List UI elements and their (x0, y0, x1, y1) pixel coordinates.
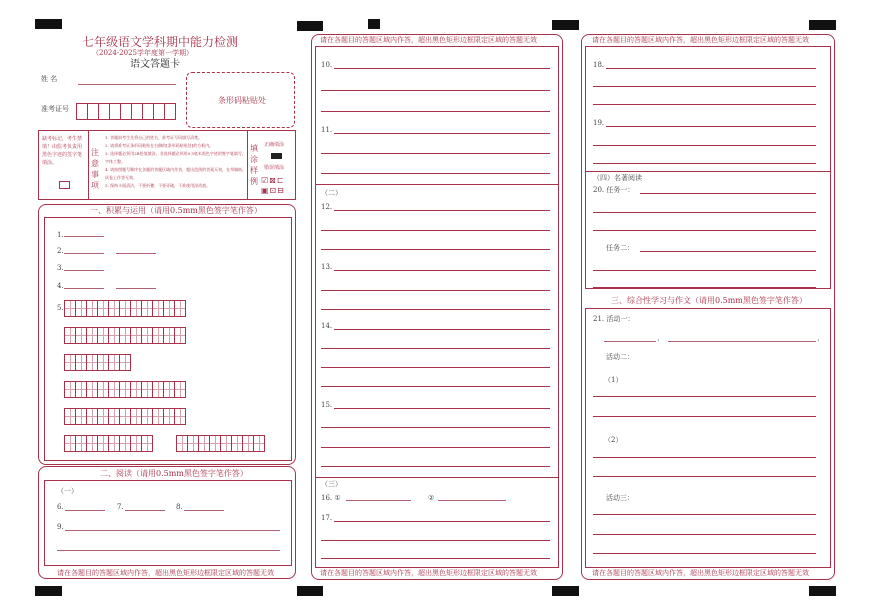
act3-label: 活动三： (606, 494, 634, 502)
q15-answer-line[interactable] (321, 466, 550, 467)
q5-label: 5. (57, 304, 64, 312)
q4-answer-line[interactable] (116, 288, 156, 289)
section1-title: 一、积累与运用（请用0.5mm黑色签字笔作答） (90, 206, 262, 215)
task2-answer-line[interactable] (593, 270, 816, 271)
timing-mark (368, 19, 380, 29)
q9-answer-line[interactable] (57, 550, 280, 551)
q7-label: 7. (117, 503, 124, 511)
q16b-label: ② (428, 494, 435, 502)
absent-note: 缺考标记，考生禁填！由监考负责用黑色字迹的签字笔填涂。 (42, 136, 83, 166)
q14-answer-line[interactable] (334, 329, 550, 330)
barcode-label: 条形码粘贴处 (218, 96, 266, 105)
attention-label: 注意事项 (91, 148, 99, 190)
q20-answer-line[interactable] (593, 230, 816, 231)
note-item: 4. 请按照题号顺序在各题的答题区域内作答，超出范围的答案无效，在草稿纸、试卷上作答无效。 (105, 167, 247, 180)
q15-label: 15. (321, 401, 333, 409)
act3-answer-line[interactable] (593, 514, 816, 515)
act3-answer-line[interactable] (593, 553, 816, 554)
part-divider (585, 171, 831, 172)
note-item: 2. 请将准考证条形码粘贴在右侧的[条形码粘贴处]的方框内。 (105, 143, 214, 148)
q10-answer-line[interactable] (334, 68, 550, 69)
comma-sep: ， (657, 334, 664, 342)
q19-answer-line[interactable] (593, 145, 816, 146)
act1-answer-line[interactable] (668, 341, 816, 342)
writing-grid-row[interactable] (64, 435, 152, 452)
q2-answer-line[interactable] (116, 253, 156, 254)
writing-grid-row[interactable] (64, 300, 185, 317)
header-notice: 请在各题目的答题区域内作答，超出黑色矩形边框限定区域的答题无效 (320, 36, 537, 44)
q17-label: 17. (321, 514, 333, 522)
card-title: 语文答题卡 (130, 59, 180, 70)
q10-label: 10. (321, 61, 333, 69)
sub1-answer-line[interactable] (593, 396, 816, 397)
note-item: 5. 保持卡面清洁，不要折叠、不要弄破，不准使用涂改液。 (105, 183, 211, 188)
q6-label: 6. (57, 503, 64, 511)
column2-inner (315, 46, 559, 568)
part1-label: （一） (57, 487, 78, 495)
writing-grid-row[interactable] (64, 354, 130, 371)
q14-answer-line[interactable] (321, 348, 550, 349)
q14-answer-line[interactable] (321, 367, 550, 368)
timing-mark (35, 19, 62, 29)
act2-label: 活动二： (606, 353, 634, 361)
q2-answer-line[interactable] (64, 253, 104, 254)
timing-mark (809, 20, 836, 30)
task2-answer-line[interactable] (640, 251, 816, 252)
note-item: 3. 选择题必须用2B铅笔填涂，非选择题必须用0.5毫米黑色字迹的签字笔填写，字体工整。 (105, 151, 246, 164)
column3-inner-top (585, 46, 831, 289)
q19-answer-line[interactable] (606, 126, 816, 127)
notes-divider (88, 130, 89, 200)
name-label: 姓 名 (41, 75, 58, 83)
q11-answer-line[interactable] (334, 133, 550, 134)
name-field[interactable] (78, 84, 176, 85)
section2-inner (44, 480, 292, 566)
part-divider (315, 477, 559, 478)
sub2-label: （2） (604, 436, 623, 444)
section3-title: 三、综合性学习与作文（请用0.5mm黑色签字笔作答） (611, 296, 807, 305)
footer-notice: 请在各题目的答题区域内作答，超出黑色矩形边框限定区域的答题无效 (592, 569, 809, 577)
q2-label: 2. (57, 247, 64, 255)
q8-answer-line[interactable] (184, 510, 224, 511)
q1-answer-line[interactable] (64, 236, 104, 237)
wrong-fill-label: 错误填涂 (264, 165, 285, 171)
sub2-answer-line[interactable] (593, 457, 816, 458)
wrong-fill-samples: ▣⊡⊟ (261, 186, 285, 195)
q9-label: 9. (57, 523, 64, 531)
timing-mark (297, 21, 323, 31)
q12-answer-line[interactable] (321, 230, 550, 231)
q4-answer-line[interactable] (64, 288, 104, 289)
q17-answer-line[interactable] (334, 521, 550, 522)
sub1-label: （1） (604, 376, 623, 384)
timing-mark (552, 586, 579, 596)
absent-fill-box[interactable] (59, 181, 70, 189)
notes-list (105, 134, 247, 190)
q13-answer-line[interactable] (334, 270, 550, 271)
wrong-fill-samples: ☑⊠⊏ (261, 176, 285, 185)
correct-fill-sample (271, 153, 282, 159)
exam-subtitle: （2024-2025学年度第一学期） (92, 49, 193, 57)
sub1-answer-line[interactable] (593, 416, 816, 417)
writing-grid-row[interactable] (64, 327, 185, 344)
q15-answer-line[interactable] (321, 427, 550, 428)
writing-grid-row[interactable] (64, 381, 185, 398)
timing-mark (35, 586, 62, 596)
q20-answer-line[interactable] (640, 193, 816, 194)
q13-answer-line[interactable] (321, 290, 550, 291)
exam-no-boxes[interactable] (76, 103, 175, 120)
header-notice: 请在各题目的答题区域内作答，超出黑色矩形边框限定区域的答题无效 (592, 36, 809, 44)
q12-answer-line[interactable] (321, 249, 550, 250)
comma-sep: ， (817, 334, 824, 342)
q17-answer-line[interactable] (321, 558, 550, 559)
q18-answer-line[interactable] (593, 86, 816, 87)
q17-answer-line[interactable] (321, 540, 550, 541)
fill-example-label: 填涂样例 (250, 144, 258, 186)
q16-answer-line[interactable] (346, 500, 411, 501)
q12-answer-line[interactable] (334, 210, 550, 211)
notes-divider (247, 130, 248, 200)
writing-grid-row[interactable] (176, 435, 264, 452)
footer-notice: 请在各题目的答题区域内作答，超出黑色矩形边框限定区域的答题无效 (320, 569, 537, 577)
timing-mark (297, 586, 323, 596)
writing-grid-row[interactable] (64, 408, 185, 425)
q16-label: 16. ① (321, 494, 341, 502)
exam-title: 七年级语文学科期中能力检测 (82, 35, 239, 49)
q4-label: 4. (57, 282, 64, 290)
q14-label: 14. (321, 322, 333, 330)
exam-no-label: 准考证号 (41, 105, 69, 113)
q15-answer-line[interactable] (334, 408, 550, 409)
q20-answer-line[interactable] (593, 212, 816, 213)
footer-notice: 请在各题目的答题区域内作答，超出黑色矩形边框限定区域的答题无效 (57, 569, 274, 577)
part-divider (315, 184, 559, 185)
q18-label: 18. (593, 61, 605, 69)
task2-label: 任务二： (606, 244, 634, 252)
part2-label: （二） (321, 189, 342, 197)
part3-label: （三） (321, 480, 342, 488)
q14-answer-line[interactable] (321, 386, 550, 387)
q9-answer-line[interactable] (65, 530, 280, 531)
q3-label: 3. (57, 264, 64, 272)
q11-answer-line[interactable] (321, 173, 550, 174)
correct-fill-label: 正确填涂 (264, 142, 285, 148)
timing-mark (809, 586, 836, 596)
q13-answer-line[interactable] (321, 309, 550, 310)
q1-label: 1. (57, 231, 64, 239)
task2-answer-line[interactable] (593, 287, 816, 288)
q19-answer-line[interactable] (593, 163, 816, 164)
note-item: 1. 答题前考生先将自己的姓名、准考证号码填写清楚。 (105, 135, 203, 140)
q20-label: 20. 任务一： (593, 186, 635, 194)
q7-answer-line[interactable] (125, 510, 165, 511)
q18-answer-line[interactable] (593, 104, 816, 105)
q10-answer-line[interactable] (321, 90, 550, 91)
q18-answer-line[interactable] (606, 68, 816, 69)
part4-label: （四）名著阅读 (593, 174, 642, 182)
q11-label: 11. (321, 126, 333, 134)
q16-answer-line[interactable] (438, 500, 506, 501)
q13-label: 13. (321, 263, 333, 271)
q19-label: 19. (593, 119, 605, 127)
q12-label: 12. (321, 203, 333, 211)
q11-answer-line[interactable] (321, 153, 550, 154)
q15-answer-line[interactable] (321, 447, 550, 448)
q10-answer-line[interactable] (321, 111, 550, 112)
section2-title: 二、阅读（请用0.5mm黑色签字笔作答） (100, 469, 248, 478)
act1-answer-line[interactable] (604, 341, 656, 342)
q6-answer-line[interactable] (65, 510, 105, 511)
q8-label: 8. (176, 503, 183, 511)
sub2-answer-line[interactable] (593, 476, 816, 477)
act3-answer-line[interactable] (593, 534, 816, 535)
q3-answer-line[interactable] (64, 270, 104, 271)
timing-mark (552, 20, 579, 30)
q21-label: 21. 活动一： (593, 315, 635, 323)
